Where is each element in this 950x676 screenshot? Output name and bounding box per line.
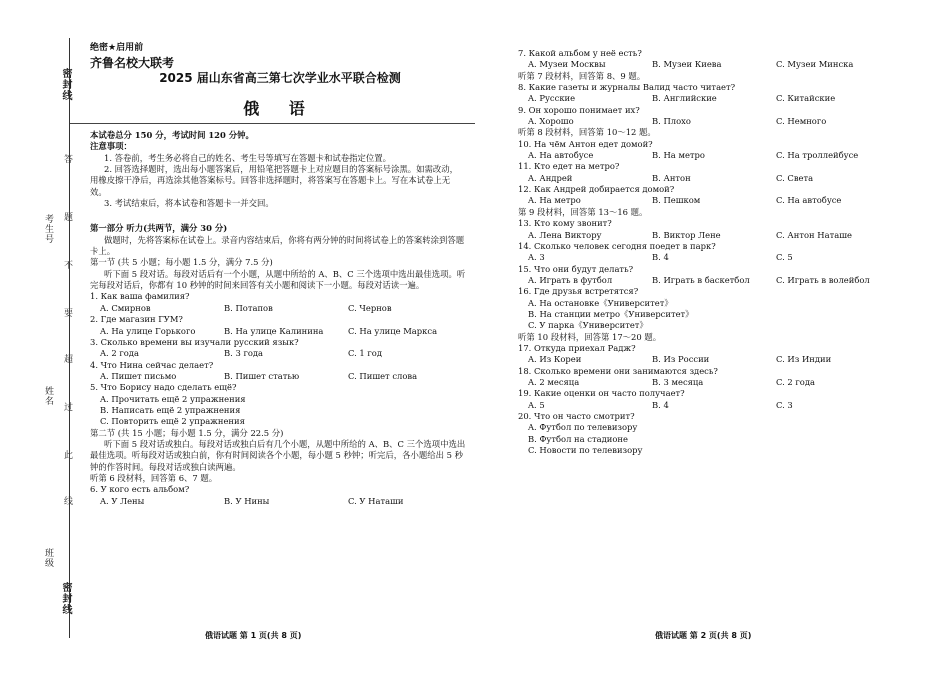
- options-17: [518, 354, 918, 365]
- note-2: 2. 回答选择题时，选出每小题答案后，用铅笔把答题卡上对应题目的答案标号涂黑。如需改动，用橡皮擦干净后，再选涂其他答案标号。回答非选择题时，将答案写在答题卡上。写在本试卷上无效。: [90, 164, 459, 197]
- option-b: B. 3 года: [224, 348, 264, 359]
- option-c: C. 5: [776, 252, 793, 263]
- top-seal-label: 密封线: [60, 68, 71, 101]
- option-a: A. Прочитать ещё 2 упражнения: [100, 393, 246, 404]
- option-c: C. Китайские: [776, 93, 836, 104]
- section2-title: 第二节 (共 15 小题；每小题 1.5 分，满分 22.5 分): [90, 427, 284, 438]
- question-9: 9. Он хорошо понимает их?: [518, 104, 640, 115]
- option-a: A. Из Кореи: [528, 354, 582, 365]
- question-14: 14. Сколько человек сегодня поедет в парк?: [518, 240, 716, 251]
- binding-char: 过: [64, 403, 74, 413]
- option-a: A. Музеи Москвы: [528, 59, 606, 70]
- page-footer-right: 俄语试题 第 2 页(共 8 页): [655, 631, 752, 640]
- option-b: B. 3 месяца: [652, 376, 704, 387]
- question-4: 4. Что Нина сейчас делает?: [90, 359, 214, 370]
- exam-title: 2025 届山东省高三第七次学业水平联合检测: [159, 71, 401, 85]
- option-b: B. Виктор Лене: [652, 229, 721, 240]
- secret-label: 绝密★启用前: [90, 43, 144, 53]
- option-c: C. Чернов: [348, 302, 392, 313]
- notes-title: 注意事项：: [90, 141, 132, 152]
- option-c: C. Повторить ещё 2 упражнения: [100, 416, 245, 427]
- binding-char: 不: [64, 261, 74, 271]
- option-c: C. На улице Маркса: [348, 325, 438, 336]
- option-b: B. Пешком: [652, 195, 701, 206]
- option-c: C. Пишет слова: [348, 370, 418, 381]
- question-15: 15. Что они будут делать?: [518, 263, 634, 274]
- question-2: 2. Где магазин ГУМ?: [90, 314, 183, 325]
- option-c: C. Из Индии: [776, 354, 832, 365]
- option-c: C. У Наташи: [348, 495, 404, 506]
- option-c: C. Музеи Минска: [776, 59, 854, 70]
- option-a: A. На остановке《Университет》: [528, 297, 673, 308]
- binding-char: 线: [64, 497, 74, 507]
- page-footer-left: 俄语试题 第 1 页(共 8 页): [205, 631, 302, 640]
- option-a: A. 5: [528, 399, 545, 410]
- options-4: [90, 371, 466, 382]
- option-a: A. 3: [528, 252, 545, 263]
- option-a: A. Смирнов: [100, 302, 151, 313]
- option-a: A. На улице Горького: [100, 325, 196, 336]
- option-b: B. На улице Калинина: [224, 325, 324, 336]
- option-a: A. 2 года: [100, 348, 139, 359]
- options-2: [90, 326, 466, 337]
- note-3: 3. 考试结束后，将本试卷和答题卡一并交回。: [104, 198, 274, 209]
- options-15: [518, 275, 918, 286]
- section1-intro: 听下面 5 段对话。每段对话后有一个小题，从题中所给的 A、B、C 三个选项中选出最佳选项。听完每段对话后，你都有 10 秒钟的时间来回答有关小题和阅读下一小题。每段对话读一遍。: [90, 268, 466, 291]
- header-rule: [70, 123, 475, 124]
- options-6: [90, 496, 466, 507]
- section1-title: 第一节 (共 5 小题；每小题 1.5 分，满分 7.5 分): [90, 257, 273, 268]
- option-b: B. Написать ещё 2 упражнения: [100, 404, 241, 415]
- option-c: C. На автобусе: [776, 195, 842, 206]
- options-18: [518, 377, 918, 388]
- score-line: 本试卷总分 150 分，考试时间 120 分钟。: [90, 130, 254, 140]
- options-13: [518, 230, 918, 241]
- options-1: [90, 303, 466, 314]
- options-11: [518, 173, 918, 184]
- option-c: C. 3: [776, 399, 793, 410]
- question-5: 5. Что Борису надо сделать ещё?: [90, 382, 237, 393]
- question-11: 11. Кто едет на метро?: [518, 161, 620, 172]
- options-8: [518, 93, 918, 104]
- question-17: 17. Откуда приехал Радж?: [518, 342, 636, 353]
- part1-intro: 做题时，先将答案标在试卷上。录音内容结束后，你将有两分钟的时间将试卷上的答案转涂到答题卡上。: [90, 234, 465, 257]
- option-a: A. Андрей: [528, 172, 573, 183]
- option-a: A. На автобусе: [528, 150, 594, 161]
- option-a: A. Хорошо: [528, 116, 574, 127]
- name-label: 姓名: [43, 386, 53, 406]
- option-a: A. 2 месяца: [528, 376, 580, 387]
- option-b: B. Плохо: [652, 116, 691, 127]
- option-b: B. Играть в баскетбол: [652, 274, 750, 285]
- option-c: C. Света: [776, 172, 814, 183]
- exam-number-label: 考生号: [43, 214, 53, 244]
- question-18: 18. Сколько времени они занимаются здесь?: [518, 365, 718, 376]
- binding-char: 要: [64, 309, 74, 319]
- class-label: 班级: [43, 548, 53, 568]
- binding-char: 题: [64, 213, 74, 223]
- option-c: C. У парка《Университет》: [528, 320, 648, 331]
- option-c: C. Антон Наташе: [776, 229, 852, 240]
- binding-char: 超: [64, 355, 74, 365]
- option-a: A. На метро: [528, 195, 581, 206]
- option-b: B. У Нины: [224, 495, 270, 506]
- material-7: 听第 7 段材料，回答第 8、9 题。: [518, 70, 646, 81]
- options-14: [518, 252, 918, 263]
- option-c: C. Играть в волейбол: [776, 274, 870, 285]
- option-a: A. Лена Виктору: [528, 229, 602, 240]
- options-9: [518, 116, 918, 127]
- option-b: B. Антон: [652, 172, 691, 183]
- right-column: [518, 48, 918, 456]
- question-13: 13. Кто кому звонит?: [518, 218, 612, 229]
- question-7: 7. Какой альбом у неё есть?: [518, 48, 642, 58]
- option-b: B. 4: [652, 399, 669, 410]
- note-1: 1. 答卷前，考生务必将自己的姓名、考生号等填写在答题卡和试卷指定位置。: [104, 152, 392, 163]
- question-6: 6. У кого есть альбом?: [90, 484, 190, 495]
- option-c: C. 2 года: [776, 376, 816, 387]
- question-10: 10. На чём Антон едет домой?: [518, 138, 653, 149]
- option-c: C. Немного: [776, 116, 827, 127]
- option-b: B. 4: [652, 252, 669, 263]
- option-a: A. Футбол по телевизору: [528, 422, 638, 433]
- material-10: 听第 10 段材料，回答第 17～20 题。: [518, 331, 662, 342]
- options-7: [518, 59, 918, 70]
- option-b: B. Английские: [652, 93, 717, 104]
- option-c: C. Новости по телевизору: [528, 445, 643, 456]
- option-a: A. Пишет письмо: [100, 370, 177, 381]
- options-10: [518, 150, 918, 161]
- option-b: B. Потапов: [224, 302, 273, 313]
- question-12: 12. Как Андрей добирается домой?: [518, 184, 675, 195]
- option-c: C. 1 год: [348, 348, 383, 359]
- binding-char: 此: [64, 451, 74, 461]
- bottom-seal-label: 密封线: [60, 582, 71, 615]
- question-3: 3. Сколько времени вы изучали русский язык?: [90, 336, 299, 347]
- question-16: 16. Где друзья встретятся?: [518, 286, 639, 297]
- option-b: B. На станции метро《Университет》: [528, 308, 694, 319]
- binding-line: [69, 38, 70, 638]
- question-8: 8. Какие газеты и журналы Валид часто читает?: [518, 82, 736, 93]
- part1-title: 第一部分 听力(共两节，满分 30 分): [90, 223, 228, 234]
- option-b: B. Из России: [652, 354, 710, 365]
- subject-title: 俄 语: [243, 99, 317, 118]
- material-9: 第 9 段材料，回答第 13～16 题。: [518, 206, 648, 217]
- binding-char: 答: [64, 155, 74, 165]
- material-8: 听第 8 段材料，回答第 10～12 题。: [518, 127, 656, 138]
- question-1: 1. Как ваша фамилия?: [90, 291, 190, 302]
- option-b: B. Футбол на стадионе: [528, 433, 628, 444]
- question-20: 20. Что он часто смотрит?: [518, 411, 635, 421]
- option-a: A. Играть в футбол: [528, 274, 613, 285]
- options-19: [518, 400, 918, 411]
- question-19: 19. Какие оценки он часто получает?: [518, 388, 685, 399]
- option-c: C. На троллейбусе: [776, 150, 859, 161]
- options-12: [518, 195, 918, 206]
- org-title: 齐鲁名校大联考: [90, 56, 175, 70]
- option-a: A. Русские: [528, 93, 576, 104]
- option-b: B. Пишет статью: [224, 370, 300, 381]
- option-b: B. Музеи Киева: [652, 59, 722, 70]
- section2-intro: 听下面 5 段对话或独白。每段对话或独白后有几个小题，从题中所给的 A、B、C 三个选项中选出最佳选项。听每段对话或独白前，你有时间阅读各个小题，每小题 5 秒钟；听完后，各小题给出 5 秒钟的作答时间。每段对话或独白读两遍。: [90, 438, 466, 472]
- option-b: B. На метро: [652, 150, 705, 161]
- material-6: 听第 6 段材料，回答第 6、7 题。: [90, 472, 218, 483]
- option-a: A. У Лены: [100, 495, 145, 506]
- left-column: [90, 130, 466, 507]
- options-3: [90, 348, 466, 359]
